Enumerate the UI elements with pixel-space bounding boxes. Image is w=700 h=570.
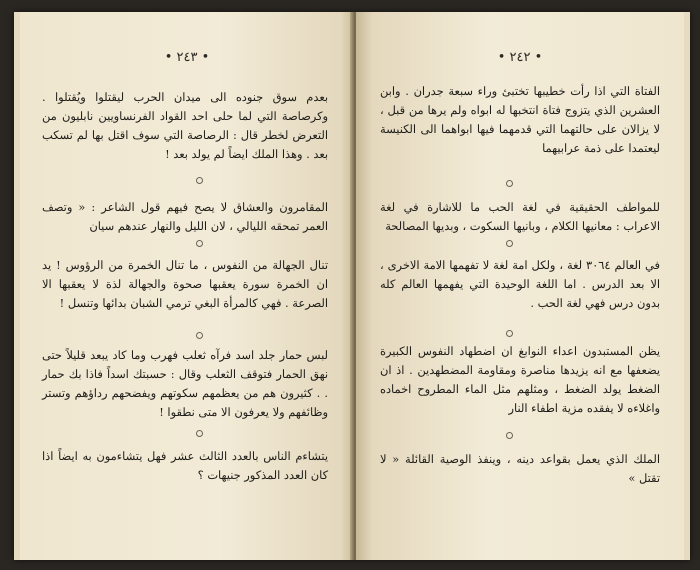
right-page-number: • ٢٤٢ • [497, 50, 543, 65]
right-paragraph-1: الفتاة التي اذا رأت خطيبها تختبئ وراء سبعة جدران . وابن العشرين الذي يتزوج فتاة انتخبها له ابواه ولم يرها من قبل ، لا يزالان على حالتهما التي قدمهما فيها ابواهما الى الكنيسة ليعتمدا على ذمة عرابيهما [380, 84, 660, 155]
left-paragraph-4: لبس حمار جلد اسد فرآه ثعلب فهرب وما كاد يبعد قليلاً حتى نهق الحمار فتوقف الثعلب وقال : حسبتك اسداً فاذا بك حمار . . كثيرون هم من يعظمهم سكوتهم ويفضحهم رداؤهم وتستر وظائفهم ولا يعرفون الا متى نطقوا ! [42, 348, 328, 419]
right-paragraph-3: في العالم ٣٠٦٤ لغة ، ولكل امة لغة لا تفهمها الامة الاخرى ، الا بعد الدرس . اما اللغة الوحيدة التي يفهمها العالم كله بدون درس فهي لغة الحب . [380, 258, 660, 310]
left-separator-2 [196, 240, 203, 247]
left-paragraph-1: بعدم سوق جنوده الى ميدان الحرب ليقتلوا ويُقتلوا . وكرصاصة التي لما حلى احد القواد الفرنساويين نابليون من التعرض لخطر قال : الرصاصة التي سوف اقتل بها لم تسكب بعد . وهذا الملك ايضاً لم يولد بعد ! [42, 90, 328, 161]
right-separator-4 [506, 432, 513, 439]
right-separator-3 [506, 330, 513, 337]
right-paragraph-5: الملك الذي يعمل بقواعد دينه ، وينفذ الوصية القائلة « لا تقتل » [380, 452, 660, 485]
left-paragraph-3: تنال الجهالة من النفوس ، ما تنال الخمرة من الرؤوس ! يد ان الخمرة سورة يعقبها صحوة والجهالة لذة لا يعقبها الا الصرعة . فهي كالمرأة البغي ترمي الشبان بدائها وتنسل ! [42, 258, 328, 310]
left-separator-1 [196, 177, 203, 184]
right-page [356, 12, 684, 560]
open-book-spread [14, 12, 690, 560]
right-separator-1 [506, 180, 513, 187]
right-separator-2 [506, 240, 513, 247]
left-paragraph-2: المقامرون والعشاق لا يصح فيهم قول الشاعر : « وتصف العمر تمحقه الليالي ، لان الليل والنهار عندهم سيان [42, 200, 328, 233]
left-page [20, 12, 354, 560]
left-paragraph-5: يتشاءم الناس بالعدد الثالث عشر فهل يتشاءمون به ايضاً اذا كان العدد المذكور جنيهات ؟ [42, 449, 328, 482]
right-paragraph-2: للمواطف الحقيقية في لغة الحب ما للاشارة في لغة الاعراب : معانيها الكلام ، وبانيها السكوت ، وبديها المصالحة [380, 200, 660, 233]
right-paragraph-4: يظن المستبدون اعداء النوابغ ان اضطهاد النفوس الكبيرة يضعفها مع انه يزيدها مناصرة ومقاومة المضطهدين . اذ ان الضغط يولد الضغط ، ومثلهم مثل الماء المطروح اخماده واغلاءه لا يفقده مزية اطفاء النار [380, 344, 660, 415]
left-page-number: • ٢٤٣ • [164, 50, 210, 65]
left-separator-4 [196, 430, 203, 437]
left-separator-3 [196, 332, 203, 339]
